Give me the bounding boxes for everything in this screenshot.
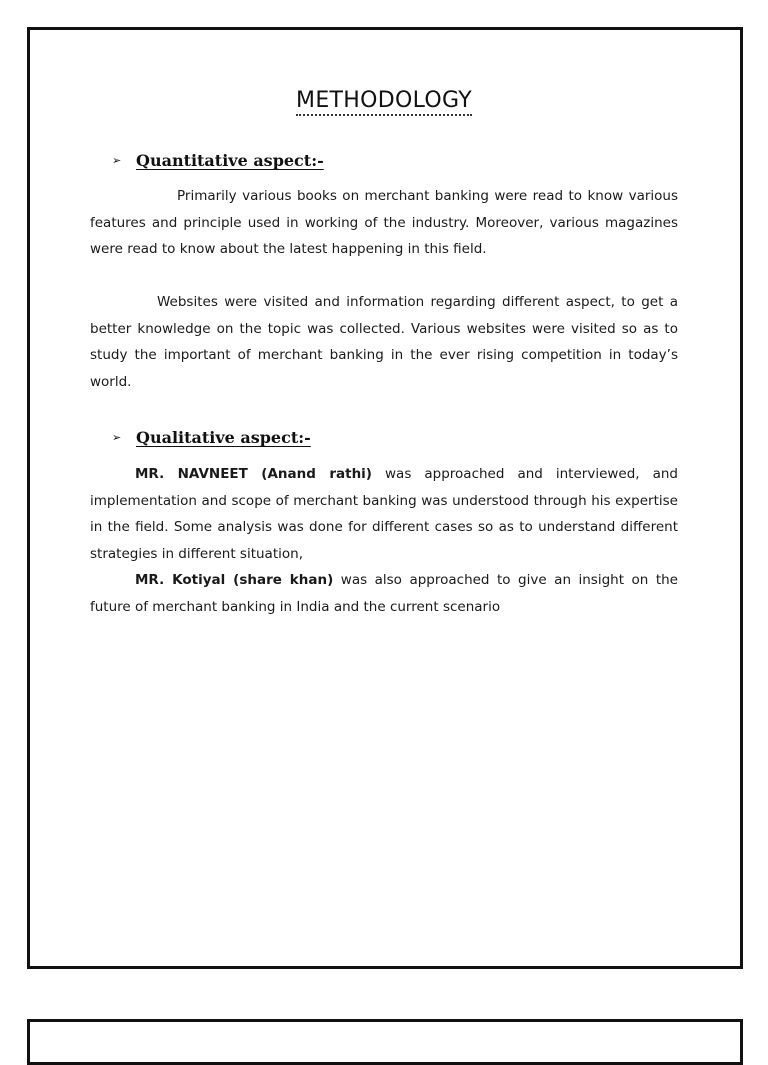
qualitative-paragraph-1-text: was approached and interviewed, and implementation and scope of merchant banking was understood through his expertise in the field. Some analysis was done for different cases so as to understand different strategies in different situation, [90, 466, 678, 562]
qualitative-paragraph-2 [90, 567, 678, 620]
quantitative-heading [112, 151, 324, 170]
arrow-bullet-icon: ➢ [112, 154, 122, 167]
quantitative-heading-label: Quantitative aspect:- [136, 151, 324, 170]
quantitative-paragraph-1: Primarily various books on merchant banking were read to know various features and principle used in working of the industry. Moreover, various magazines were read to know about the latest happening in this field. [90, 188, 678, 257]
page-title [0, 88, 768, 113]
page-title-text: METHODOLOGY [296, 88, 472, 116]
interviewee-name-navneet: MR. NAVNEET (Anand rathi) [135, 466, 372, 482]
quantitative-paragraph-2: Websites were visited and information regarding different aspect, to get a better knowledge on the topic was collected. Various websites were visited so as to study the important of merchant banking in the ever rising competition in today’s world. [90, 294, 678, 390]
arrow-bullet-icon: ➢ [112, 431, 122, 444]
next-page-border [27, 1019, 743, 1065]
qualitative-paragraph-1 [90, 461, 678, 567]
interviewee-name-kotiyal: MR. Kotiyal (share khan) [135, 572, 334, 588]
qualitative-heading-label: Qualitative aspect:- [136, 428, 311, 447]
qualitative-heading [112, 428, 311, 447]
qualitative-paragraph-2-text: was also approached to give an insight on the future of merchant banking in India and the current scenario [90, 572, 678, 615]
